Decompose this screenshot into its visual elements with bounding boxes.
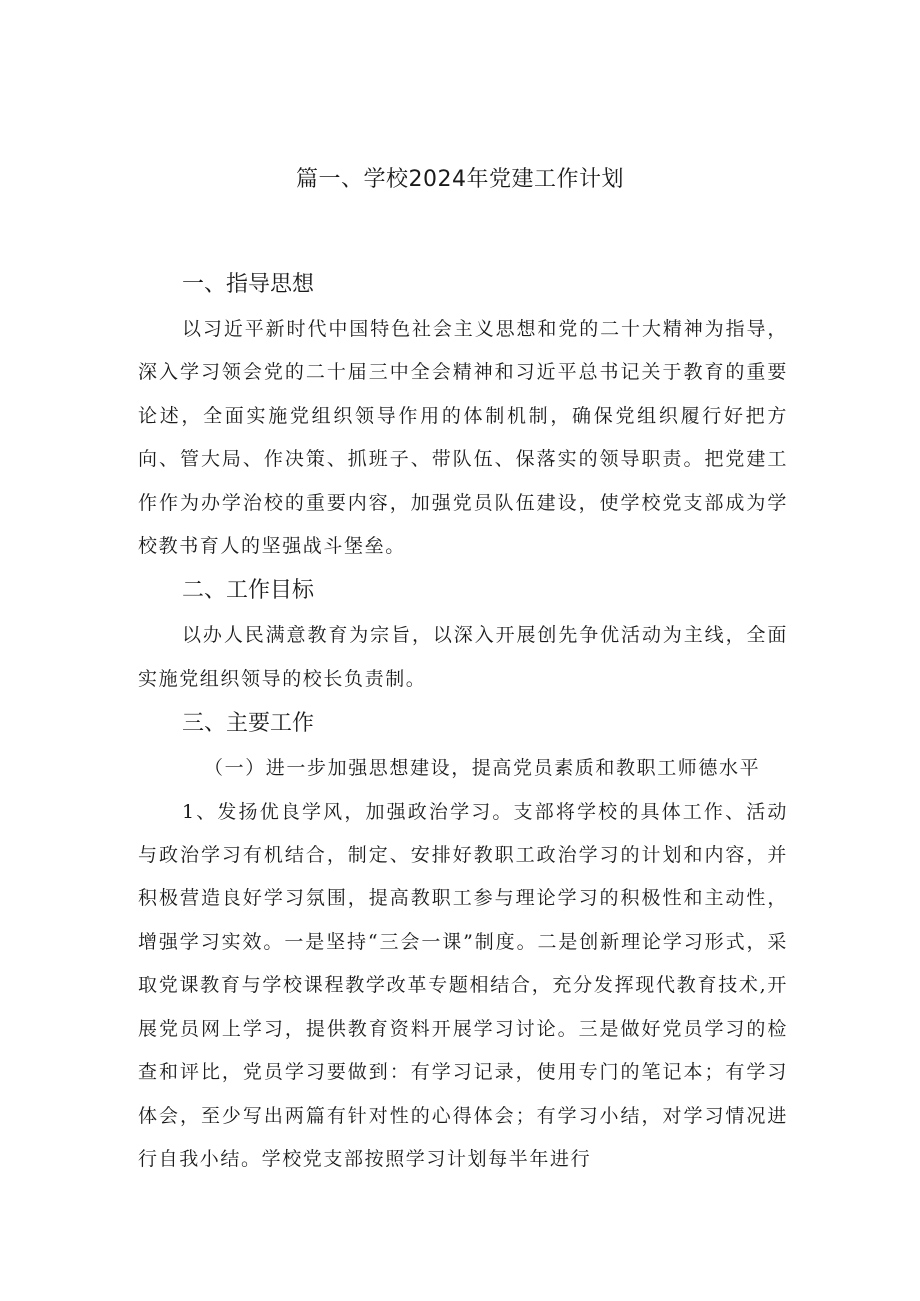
document-title: 篇一、学校2024年党建工作计划 bbox=[296, 167, 624, 192]
section-heading-guiding: 一、指导思想 bbox=[182, 272, 315, 297]
section-paragraph-goal: 以办人民满意教育为宗旨，以深入开展创先争优活动为主线，全面实施党组织领导的校长负责制。 bbox=[138, 624, 788, 690]
section-paragraph-guiding: 以习近平新时代中国特色社会主义思想和党的二十大精神为指导，深入学习领会党的二十届三中全会精神和习近平总书记关于教育的重要论述，全面实施党组织领导作用的体制机制，确保党组织履行好把方向、管大局、作决策、抓班子、带队伍、保落实的领导职责。把党建工作作为办学治校的重要内容，加强党员队伍建设，使学校党支部成为学校教书育人的坚强战斗堡垒。 bbox=[138, 318, 788, 558]
section-heading-goal: 二、工作目标 bbox=[182, 578, 315, 604]
section-paragraph-main: 1、发扬优良学风，加强政治学习。支部将学校的具体工作、活动与政治学习有机结合，制定、安排好教职工政治学习的计划和内容，并积极营造良好学习氛围，提高教职工参与理论学习的积极性和主动性，增强学习实效。一是坚持“三会一课”制度。二是创新理论学习形式，采取党课教育与学校课程教学改革专题相结合，充分发挥现代教育技术,开展党员网上学习，提供教育资料开展学习讨论。三是做好党员学习的检查和评比，党员学习要做到：有学习记录，使用专门的笔记本；有学习体会，至少写出两篇有针对性的心得体会；有学习小结，对学习情况进行自我小结。学校党支部按照学习计划每半年进行 bbox=[138, 800, 788, 1170]
section-heading-main: 三、主要工作 bbox=[182, 711, 315, 737]
subsection-heading-thought-building: （一）进一步加强思想建设，提高党员素质和教职工师德水平 bbox=[204, 757, 761, 780]
document-body bbox=[138, 262, 788, 1181]
